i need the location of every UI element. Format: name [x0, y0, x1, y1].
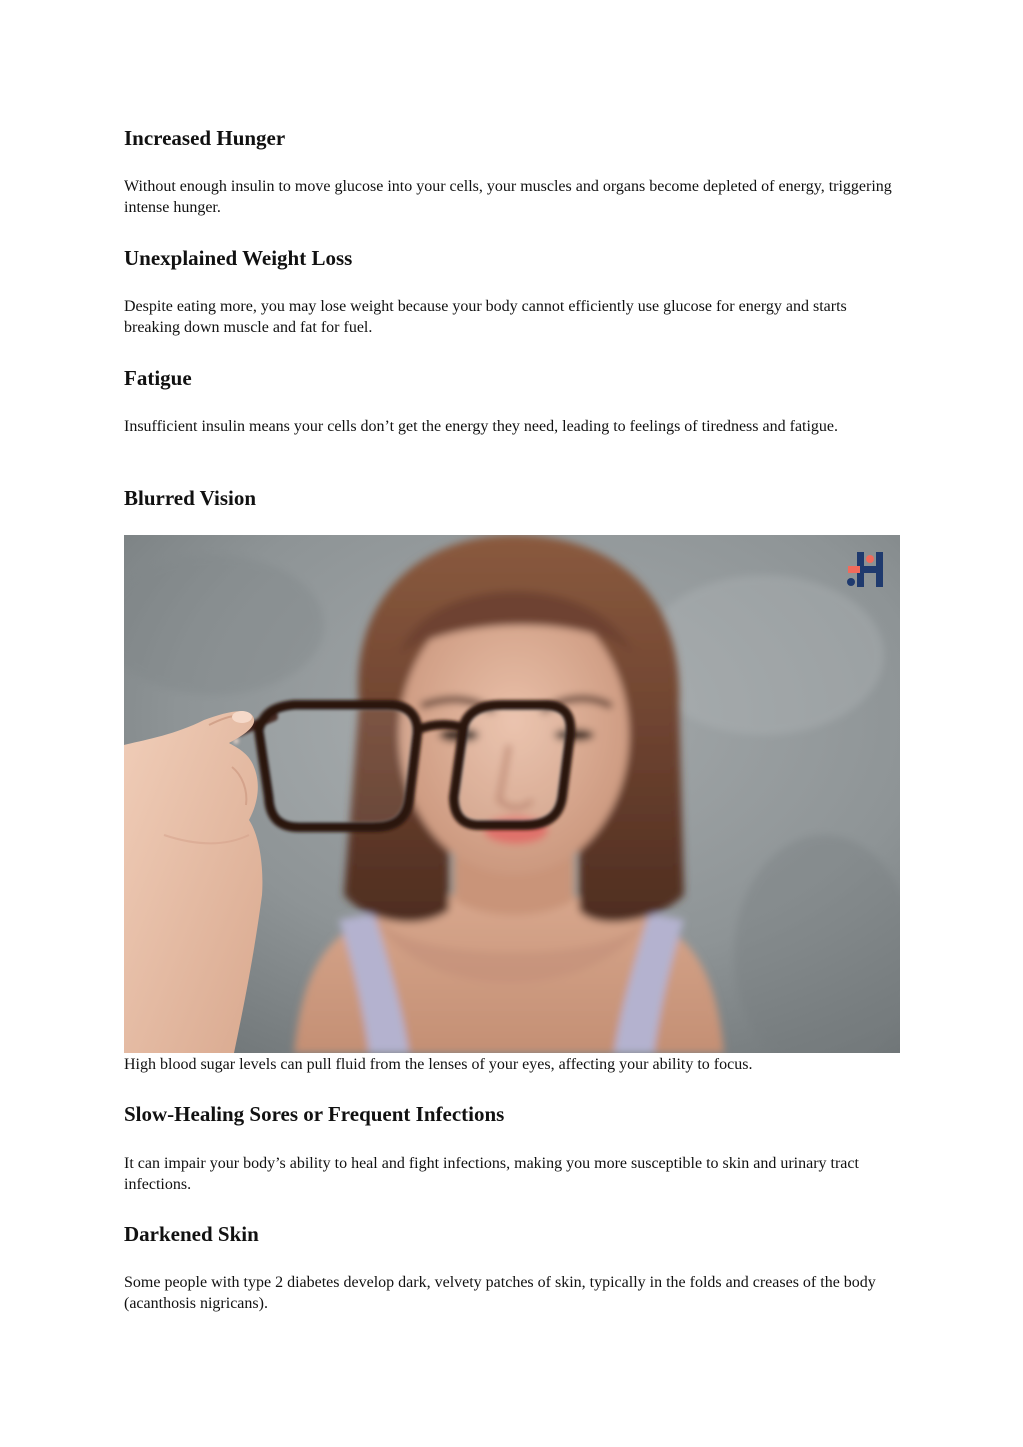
logo-accent-dot-lower	[847, 578, 855, 586]
heading-unexplained-weight-loss: Unexplained Weight Loss	[124, 246, 353, 270]
paragraph-fatigue: Insufficient insulin means your cells don’t get the energy they need, leading to feelings of tiredness and fatigue.	[124, 418, 839, 435]
heading-slow-healing-sores: Slow-Healing Sores or Frequent Infections	[124, 1102, 505, 1126]
woman-holding-glasses-illustration	[124, 535, 900, 1053]
logo-bar-cross	[857, 566, 883, 573]
paragraph-darkened-skin: Some people with type 2 diabetes develop dark, velvety patches of skin, typically in the folds and creases of the body (acanthosis nigricans).	[124, 1274, 876, 1312]
paragraph-blurred-vision: High blood sugar levels can pull fluid from the lenses of your eyes, affecting your ability to focus.	[124, 1056, 753, 1073]
heading-fatigue: Fatigue	[124, 366, 192, 390]
heading-increased-hunger: Increased Hunger	[124, 126, 286, 150]
blurred-vision-photo	[124, 535, 900, 1053]
heading-blurred-vision: Blurred Vision	[124, 486, 257, 510]
paragraph-increased-hunger: Without enough insulin to move glucose into your cells, your muscles and organs become depleted of energy, triggering intense hunger.	[124, 178, 892, 216]
heading-darkened-skin: Darkened Skin	[124, 1222, 259, 1246]
logo-accent-dot	[866, 555, 874, 563]
paragraph-slow-healing-sores: It can impair your body’s ability to heal and fight infections, making you more susceptible to skin and urinary tract infections.	[124, 1155, 859, 1193]
logo-accent-bar	[848, 566, 860, 573]
paragraph-unexplained-weight-loss: Despite eating more, you may lose weight because your body cannot efficiently use glucose for energy and starts breaking down muscle and fat for fuel.	[124, 298, 847, 336]
